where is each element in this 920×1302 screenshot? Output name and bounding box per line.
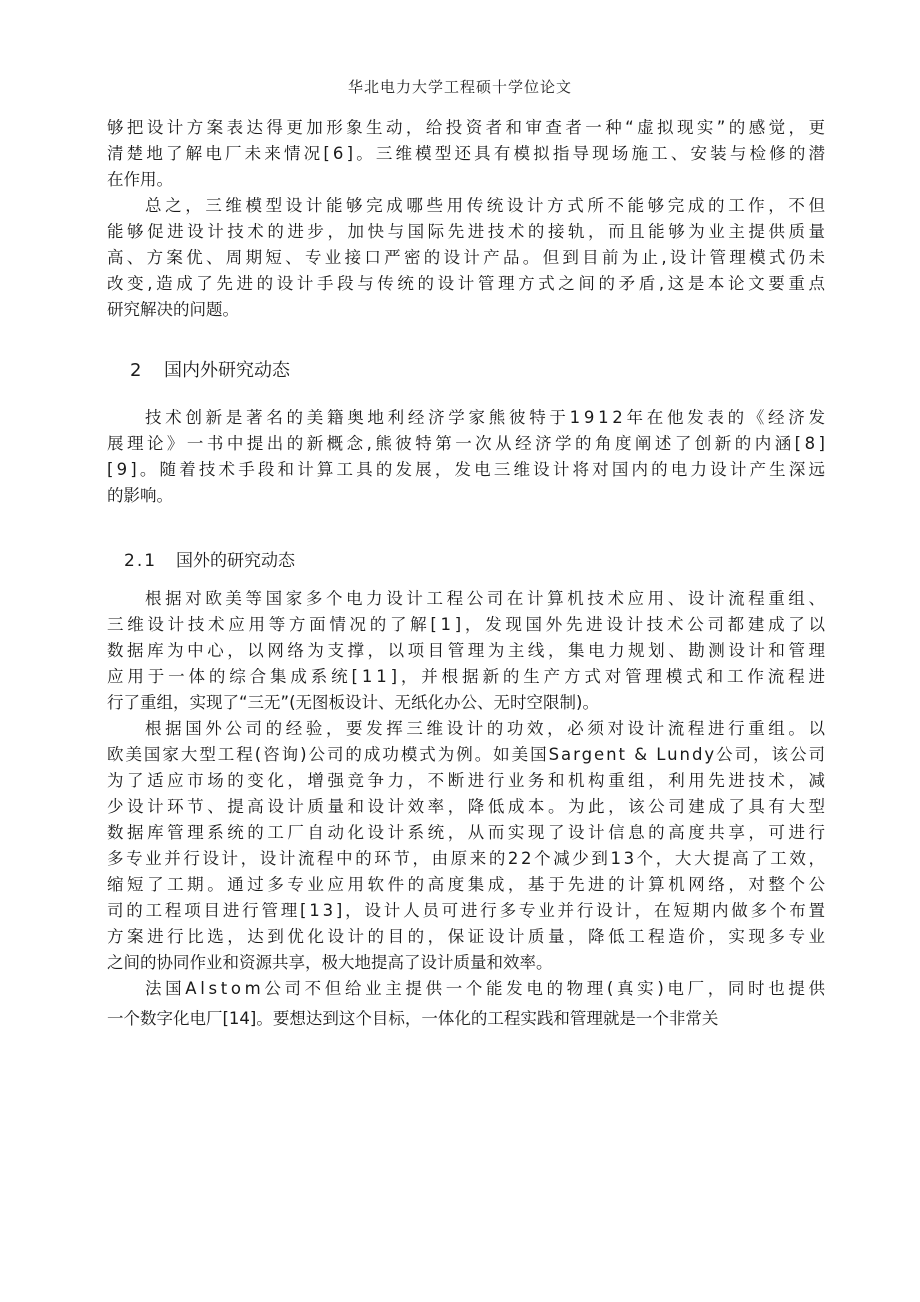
paragraph-line: 清楚地了解电厂未来情况[6]。三维模型还具有模拟指导现场施工、安装与检修的潜 (107, 144, 829, 163)
paragraph-line: 行了重组，实现了“三无”(无图板设计、无纸化办公、无时空限制)。 (107, 693, 599, 712)
paragraph-line: 总之，三维模型设计能够完成哪些用传统设计方式所不能够完成的工作，不但 (145, 196, 829, 215)
paragraph-line: 司的工程项目进行管理[13]，设计人员可进行多专业并行设计，在短期内做多个布置 (107, 901, 828, 920)
paragraph-line: 方案进行比选，达到优化设计的目的，保证设计质量，降低工程造价，实现多专业 (107, 927, 829, 946)
paragraph-line: 缩短了工期。通过多专业应用软件的高度集成，基于先进的计算机网络，对整个公 (107, 875, 829, 894)
page-header: 华北电力大学工程硕十学位论文 (347, 78, 572, 96)
section-heading (130, 356, 290, 382)
paragraph-line: 法国Alstom公司不但给业主提供一个能发电的物理(真实)电厂，同时也提供 (145, 979, 829, 998)
paragraph-line: 数据库为中心，以网络为支撑，以项目管理为主线，集电力规划、勘测设计和管理 (107, 641, 829, 660)
paragraph-line: 为了适应市场的变化，增强竞争力，不断进行业务和机构重组，利用先进技术，减 (107, 771, 829, 790)
paragraph-line: 展理论》一书中提出的新概念,熊彼特第一次从经济学的角度阐述了创新的内涵[8] (107, 434, 829, 453)
paragraph-line: 三维设计技术应用等方面情况的了解[1]，发现国外先进设计技术公司都建成了以 (107, 615, 829, 634)
paragraph-line: 欧美国家大型工程(咨询)公司的成功模式为例。如美国Sargent & Lundy公司，该公司 (107, 745, 827, 764)
paragraph-line: 高、方案优、周期短、专业接口严密的设计产品。但到目前为止,设计管理模式仍未 (107, 248, 829, 267)
paragraph-line: 改变,造成了先进的设计手段与传统的设计管理方式之间的矛盾,这是本论文要重点 (107, 274, 829, 293)
paragraph-line: 够把设计方案表达得更加形象生动，给投资者和审查者一种“虚拟现实”的感觉，更 (107, 118, 829, 137)
paragraph-line: [9]。随着技术手段和计算工具的发展，发电三维设计将对国内的电力设计产生深远 (107, 460, 829, 479)
paragraph-line: 少设计环节、提高设计质量和设计效率，降低成本。为此，该公司建成了具有大型 (107, 797, 829, 816)
paragraph-line: 的影响。 (107, 486, 173, 505)
paragraph-line: 数据库管理系统的工厂自动化设计系统，从而实现了设计信息的高度共享，可进行 (107, 823, 829, 842)
paragraph-line: 根据国外公司的经验，要发挥三维设计的功效，必须对设计流程进行重组。以 (145, 719, 829, 738)
paragraph-line: 技术创新是著名的美籍奥地利经济学家熊彼特于1912年在他发表的《经济发 (145, 408, 829, 427)
paragraph-line: 根据对欧美等国家多个电力设计工程公司在计算机技术应用、设计流程重组、 (145, 589, 829, 608)
subsection-heading (124, 546, 295, 571)
paragraph-line: 之间的协同作业和资源共享，极大地提高了设计质量和效率。 (107, 953, 553, 972)
paragraph-line: 能够促进设计技术的进步，加快与国际先进技术的接轨，而且能够为业主提供质量 (107, 222, 829, 241)
paragraph-line: 一个数字化电厂[14]。要想达到这个目标，一体化的工程实践和管理就是一个非常关 (107, 1009, 719, 1028)
paragraph-line: 研究解决的问题。 (107, 300, 239, 319)
subsection-number: 2.1 (124, 551, 158, 571)
section-title: 国内外研究动态 (164, 360, 290, 381)
paragraph-line: 在作用。 (107, 170, 173, 189)
paragraph-line: 应用于一体的综合集成系统[11]，并根据新的生产方式对管理模式和工作流程进 (107, 667, 829, 686)
section-number: 2 (130, 360, 142, 381)
paragraph-line: 多专业并行设计，设计流程中的环节，由原来的22个减少到13个，大大提高了工效， (107, 849, 828, 868)
subsection-title: 国外的研究动态 (176, 551, 295, 571)
